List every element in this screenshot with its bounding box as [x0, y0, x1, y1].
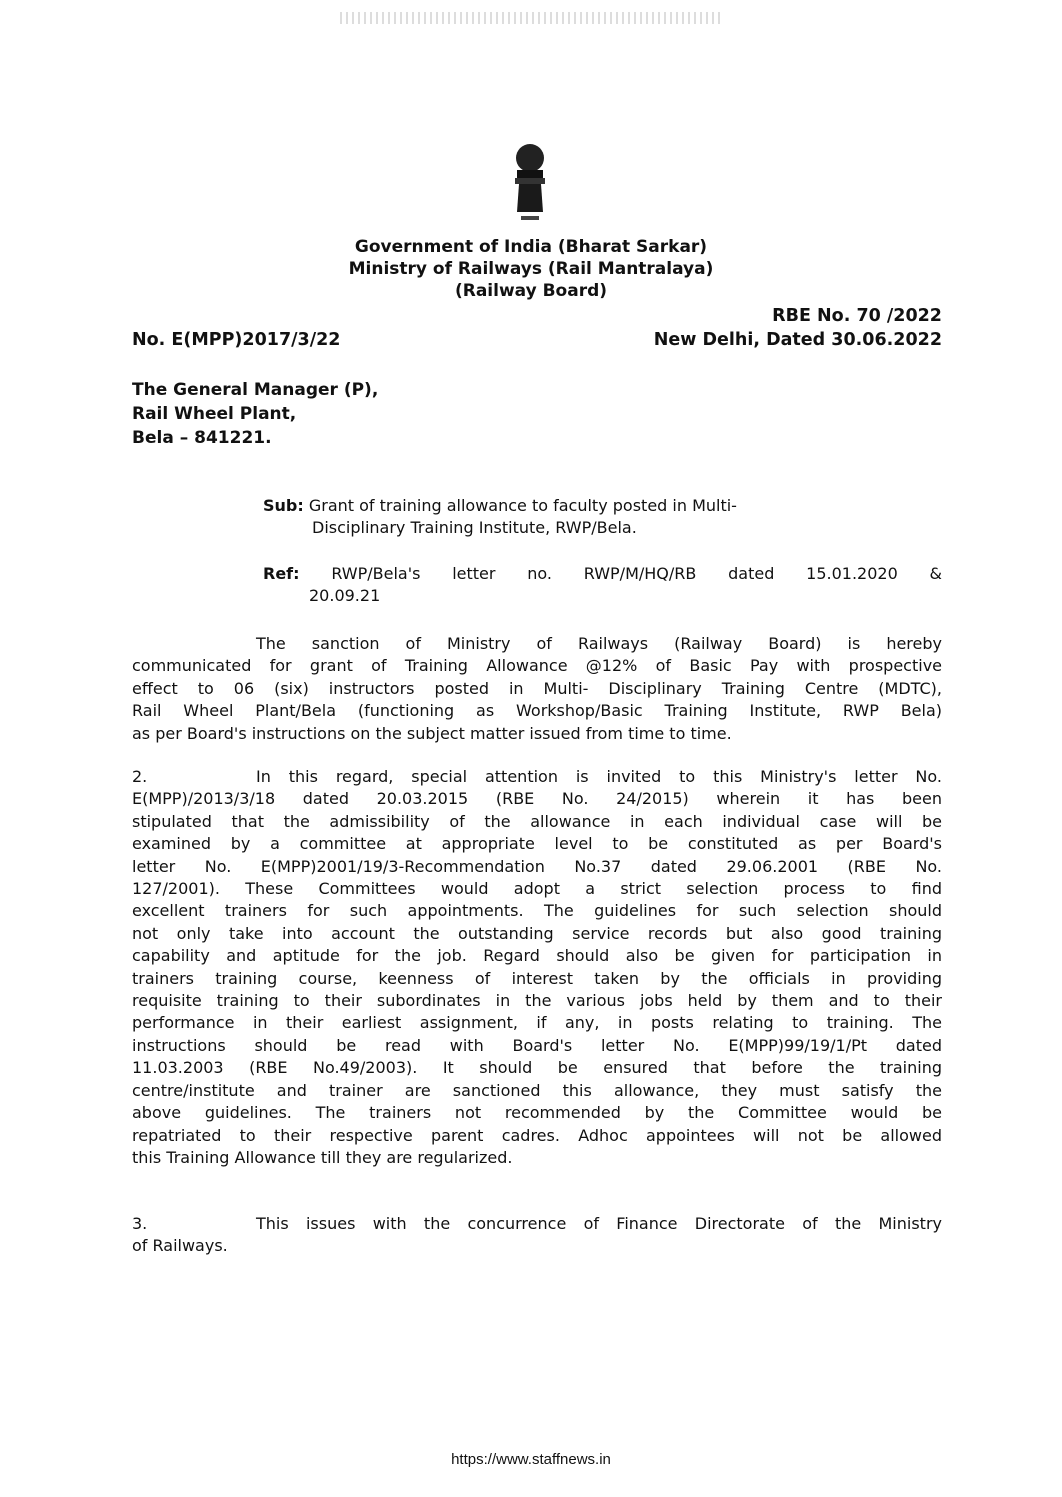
subject [263, 495, 737, 540]
paragraph-line: as per Board's instructions on the subject matter issued from time to time. [132, 723, 732, 743]
reference-line: 20.09.21 [309, 586, 381, 606]
paragraph-line: of Railways. [132, 1236, 228, 1256]
paragraph-line: trainers training course, keenness of interest taken by the officials in providing [132, 968, 942, 988]
paragraph-number: 2. [132, 767, 148, 786]
reference-text: RWP/Bela's letter no. RWP/M/HQ/RB dated 15.01.2020 & [331, 564, 943, 583]
paragraph-line: communicated for grant of Training Allowance @12% of Basic Pay with prospective [132, 656, 942, 676]
paragraph-line: centre/institute and trainer are sanctioned this allowance, they must satisfy the [132, 1080, 942, 1100]
subject-label: Sub: [263, 496, 304, 515]
paragraph-line: instructions should be read with Board's letter No. E(MPP)99/19/1/Pt dated [132, 1035, 942, 1055]
paragraph-1 [132, 633, 942, 745]
paragraph-line: effect to 06 (six) instructors posted in Multi- Disciplinary Training Centre (MDTC), [132, 678, 942, 698]
paragraph-2 [132, 766, 942, 1169]
reference [263, 563, 942, 608]
paragraph-line: capability and aptitude for the job. Regard should also be given for participation in [132, 946, 942, 966]
paragraph-line: performance in their earliest assignment, if any, in posts relating to training. The [132, 1013, 942, 1033]
header-government: Government of India (Bharat Sarkar) [354, 237, 708, 257]
addressee-line: Rail Wheel Plant, [132, 404, 297, 424]
rbe-number: RBE No. 70 /2022 [772, 306, 942, 326]
paragraph-line: repatriated to their respective parent cadres. Adhoc appointees will not be allowed [132, 1125, 942, 1145]
addressee-line: The General Manager (P), [132, 380, 379, 400]
header-board: (Railway Board) [454, 281, 608, 301]
paragraph-line: above guidelines. The trainers not recommended by the Committee would be [132, 1103, 942, 1123]
paragraph-text: In this regard, special attention is invited to this Ministry's letter No. [256, 767, 942, 786]
paragraph-line: Rail Wheel Plant/Bela (functioning as Workshop/Basic Training Institute, RWP Bela) [132, 701, 942, 721]
header-ministry: Ministry of Railways (Rail Mantralaya) [348, 259, 714, 279]
paragraph-text: This issues with the concurrence of Finance Directorate of the Ministry [256, 1214, 942, 1233]
paragraph-line: this Training Allowance till they are regularized. [132, 1147, 513, 1167]
subject-line: Grant of training allowance to faculty posted in Multi- [308, 496, 737, 515]
scan-artifact [340, 12, 720, 24]
paragraph-line: The sanction of Ministry of Railways (Railway Board) is hereby [256, 634, 942, 653]
subject-line: Disciplinary Training Institute, RWP/Bela. [312, 518, 637, 538]
paragraph-line: examined by a committee at appropriate level to be constituted as per Board's [132, 834, 942, 854]
paragraph-line: requisite training to their subordinates in the various jobs held by them and to their [132, 991, 942, 1011]
paragraph-line: stipulated that the admissibility of the allowance in each individual case will be [132, 811, 942, 831]
paragraph-line: 127/2001). These Committees would adopt a strict selection process to find [132, 879, 942, 899]
paragraph-line: not only take into account the outstanding service records but also good training [132, 923, 942, 943]
paragraph-line: letter No. E(MPP)2001/19/3-Recommendation No.37 dated 29.06.2001 (RBE No. [132, 856, 942, 876]
paragraph-number: 3. [132, 1214, 148, 1233]
paragraph-line [132, 1213, 942, 1235]
footer-url[interactable]: https://www.staffnews.in [451, 1451, 611, 1468]
reference-line [263, 563, 942, 585]
addressee [132, 378, 378, 450]
paragraph-line: excellent trainers for such appointments. The guidelines for such selection should [132, 901, 942, 921]
addressee-line: Bela – 841221. [132, 428, 272, 448]
national-emblem [505, 140, 555, 225]
paragraph-line: E(MPP)/2013/3/18 dated 20.03.2015 (RBE No. 24/2015) wherein it has been [132, 789, 942, 809]
file-number: No. E(MPP)2017/3/22 [132, 330, 341, 350]
paragraph-line [132, 766, 942, 788]
reference-label: Ref: [263, 564, 300, 583]
paragraph-3 [132, 1213, 942, 1258]
date-line: New Delhi, Dated 30.06.2022 [653, 330, 942, 350]
paragraph-line: 11.03.2003 (RBE No.49/2003). It should be ensured that before the training [132, 1058, 942, 1078]
